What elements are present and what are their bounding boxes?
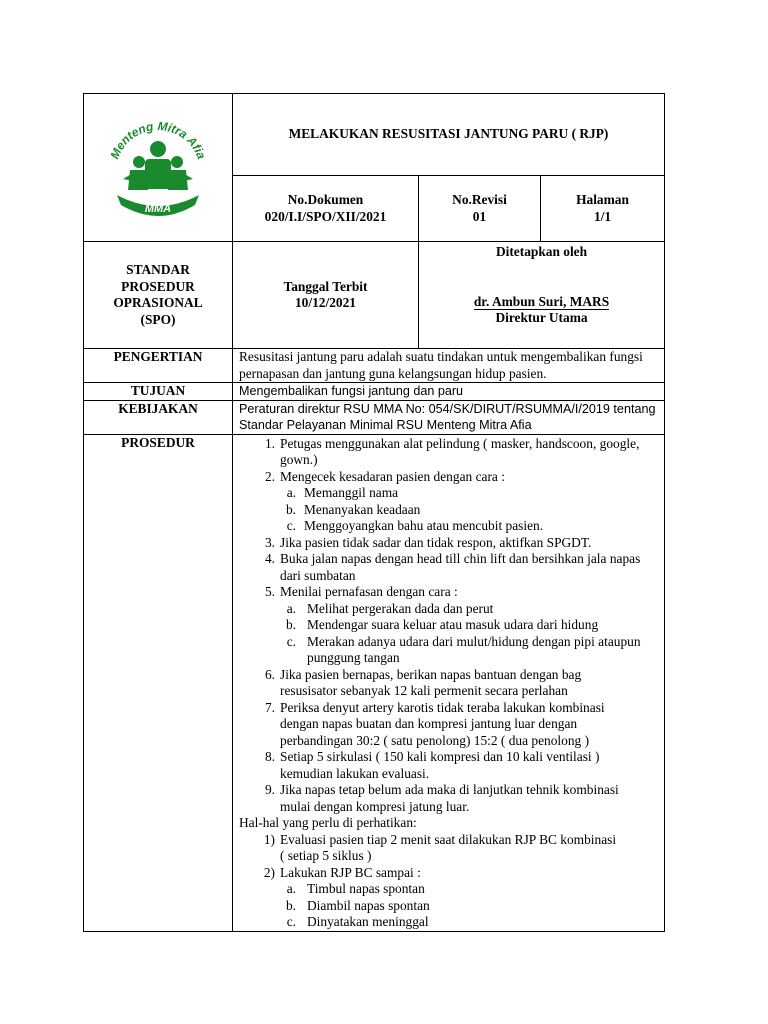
note-number: 1): [263, 831, 275, 847]
substep-letter: c.: [286, 633, 296, 649]
pengertian-label: PENGERTIAN: [84, 349, 233, 383]
tanggal-value: 10/12/2021: [294, 295, 356, 310]
step-text: Menilai pernafasan dengan cara :: [280, 584, 458, 599]
step-text: mulai dengan kompresi jatung luar.: [280, 798, 470, 814]
halaman-label: Halaman: [576, 192, 629, 207]
pengertian-line-1: Resusitasi jantung paru adalah suatu tindakan untuk mengembalikan fungsi: [239, 349, 643, 364]
list-item: [233, 832, 660, 865]
substep-letter: a.: [286, 881, 296, 896]
ditetapkan-cell: [419, 242, 665, 349]
list-item: [233, 535, 660, 552]
substep-letter: b.: [285, 501, 296, 517]
step-text: Petugas menggunakan alat pelindung ( masker, handscoon, google,: [280, 435, 640, 451]
kebijakan-content: [233, 400, 665, 434]
tujuan-label: TUJUAN: [84, 383, 233, 401]
tanggal-label: Tanggal Terbit: [283, 278, 368, 294]
signer-title: Direktur Utama: [495, 310, 588, 325]
ditetapkan-label: Ditetapkan oleh: [495, 244, 588, 259]
note-text: Evaluasi pasien tiap 2 menit saat dilakukan RJP BC kombinasi: [280, 831, 617, 847]
hospital-logo: [103, 113, 213, 223]
prosedur-steps: [233, 435, 660, 931]
prosedur-label: PROSEDUR: [84, 434, 233, 931]
step-number: 6.: [264, 666, 275, 682]
substep-text: Merakan adanya udara dari mulut/hidung dengan pipi ataupun: [307, 633, 641, 649]
substep-text: Melihat pergerakan dada dan perut: [307, 600, 494, 616]
list-item: [233, 502, 660, 519]
step-number: 1.: [264, 435, 275, 451]
kebijakan-label: KEBIJAKAN: [84, 400, 233, 434]
logo-arc-text: Menteng Mitra Afia: [107, 118, 209, 161]
step-text: gown.): [280, 452, 318, 467]
list-item: [233, 601, 660, 618]
logo-banner-text: MMA: [144, 202, 172, 215]
step-number: 4.: [264, 551, 275, 566]
signer-name: dr. Ambun Suri, MARS: [473, 293, 610, 309]
spo-table: [83, 93, 665, 932]
list-item: [233, 782, 660, 815]
list-item: [233, 914, 660, 931]
substep-letter: b.: [285, 617, 296, 632]
step-text: dengan napas buatan dan kompresi jantung luar dengan: [280, 716, 578, 731]
substep-text: Timbul napas spontan: [307, 881, 425, 896]
step-text: Setiap 5 sirkulasi ( 150 kali kompresi dan 10 kali ventilasi ): [280, 749, 600, 764]
substep-text: Menggoyangkan bahu atau mencubit pasien.: [304, 518, 544, 533]
list-item: [233, 469, 660, 486]
step-text: perbandingan 30:2 ( satu penolong) 15:2 ( dua penolong ): [280, 732, 590, 748]
step-number: 5.: [264, 584, 275, 599]
list-item: [233, 881, 660, 898]
spo-line-1: STANDAR: [126, 262, 190, 277]
note-text: Lakukan RJP BC sampai :: [280, 864, 421, 880]
halaman-value: 1/1: [593, 208, 612, 224]
step-text: Jika pasien tidak sadar dan tidak respon, aktifkan SPGDT.: [280, 534, 592, 550]
spo-label-cell: [84, 242, 233, 349]
no-dokumen-label: No.Dokumen: [287, 192, 364, 207]
substep-text: Memanggil nama: [304, 485, 399, 500]
substep-text: Menanyakan keadaan: [304, 501, 421, 517]
list-item: [233, 865, 660, 882]
step-text: dari sumbatan: [280, 567, 356, 583]
substep-text: Mendengar suara keluar atau masuk udara dari hidung: [307, 617, 599, 632]
substep-letter: a.: [286, 600, 296, 616]
step-text: Buka jalan napas dengan head till chin lift dan bersihkan jala napas: [280, 551, 641, 566]
note-text: ( setiap 5 siklus ): [280, 848, 372, 863]
substep-letter: b.: [285, 897, 296, 913]
no-revisi-label: No.Revisi: [452, 192, 507, 207]
step-text: Jika pasien bernapas, berikan napas bantuan dengan bag: [280, 666, 582, 682]
logo-cell: [84, 94, 233, 242]
list-item: [233, 584, 660, 601]
step-number: 2.: [264, 468, 275, 484]
note-number: 2): [263, 864, 275, 880]
substep-letter: c.: [286, 914, 296, 929]
prosedur-content: [233, 434, 665, 931]
list-item: [233, 749, 660, 782]
list-item: [233, 700, 660, 750]
spo-document: [83, 93, 664, 932]
notes-heading: Hal-hal yang perlu di perhatikan:: [239, 815, 417, 830]
tujuan-content: Mengembalikan fungsi jantung dan paru: [233, 383, 665, 401]
substep-text: Dinyatakan meninggal: [307, 914, 429, 929]
no-revisi-value: 01: [472, 208, 487, 224]
list-item: [233, 667, 660, 700]
step-number: 8.: [264, 749, 275, 764]
list-item: [233, 617, 660, 634]
list-item: [233, 898, 660, 915]
substep-letter: a.: [286, 485, 296, 500]
pengertian-line-2: pernapasan dan jantung guna kelangsungan hidup pasien.: [239, 365, 547, 381]
list-item: [233, 485, 660, 502]
no-dokumen-value: 020/I.I/SPO/XII/2021: [264, 208, 387, 224]
list-item: [233, 634, 660, 667]
step-text: resusisator sebanyak 12 kali permenit secara perlahan: [280, 683, 568, 698]
step-text: Mengecek kesadaran pasien dengan cara :: [280, 468, 505, 484]
step-text: Periksa denyut artery karotis tidak teraba lakukan kombinasi: [280, 699, 605, 715]
tanggal-cell: [233, 242, 419, 349]
kebijakan-line-1: Peraturan direktur RSU MMA No: 054/SK/DIRUT/RSUMMA/I/2019 tentang: [239, 401, 656, 416]
no-dokumen-cell: [233, 176, 419, 242]
list-item: [233, 551, 660, 584]
step-number: 3.: [264, 534, 275, 550]
no-revisi-cell: [419, 176, 541, 242]
substep-text: punggung tangan: [307, 650, 400, 665]
step-text: Jika napas tetap belum ada maka di lanjutkan tehnik kombinasi: [280, 782, 619, 797]
title-cell: [233, 94, 665, 176]
step-number: 7.: [264, 699, 275, 715]
list-item: [233, 436, 660, 469]
step-text: kemudian lakukan evaluasi.: [280, 765, 430, 781]
substep-text: Diambil napas spontan: [307, 897, 430, 913]
kebijakan-line-2: Standar Pelayanan Minimal RSU Menteng Mitra Afia: [239, 418, 532, 432]
spo-line-4: (SPO): [140, 311, 176, 327]
pengertian-content: [233, 349, 665, 383]
spo-line-3: OPRASIONAL: [113, 295, 203, 310]
halaman-cell: [541, 176, 665, 242]
list-item: [233, 518, 660, 535]
family-figures-icon: [123, 141, 193, 190]
step-number: 9.: [264, 782, 275, 797]
spo-line-2: PROSEDUR: [121, 278, 195, 294]
document-title: MELAKUKAN RESUSITASI JANTUNG PARU ( RJP): [288, 126, 609, 142]
substep-letter: c.: [286, 518, 296, 533]
